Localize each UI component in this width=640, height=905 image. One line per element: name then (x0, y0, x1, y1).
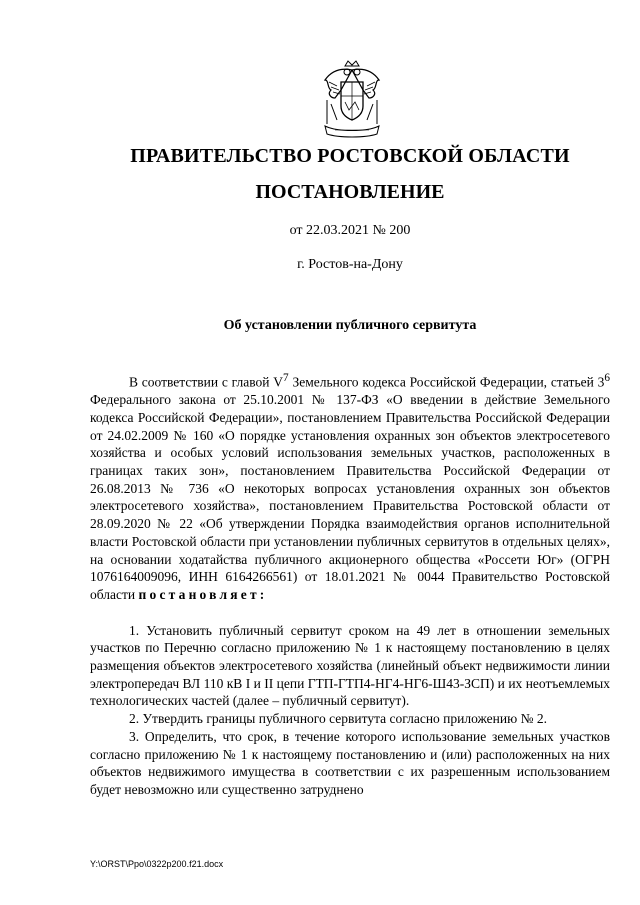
document-subject: Об установлении публичного сервитута (223, 318, 477, 333)
preamble-superscript-1: 7 (283, 372, 289, 384)
preamble-text-3: Федерального закона от 25.10.2001 № 137-ФЗ «О введении в действие Земельного кодекса Российской Федерации», постановлением Правительства Российской Федерации от 24.02.2009 № 160 «О порядке установления охранных зон объектов электросетевого хозяйства и особых условий использования земельных участков, расположенных в границах таких зон», постановлением Правительства Российской Федерации от 26.08.2013 № 736 «О некоторых вопросах установления охранных зон объектов электросетевого хозяйства», постановлением Правительства Ростовской области от 28.09.2020 № 22 «Об утверждении Порядка взаимодействия органов исполнительной власти Ростовской области при установлении публичных сервитутов в отдельных целях», на основании ходатайства публичного акционерного общества «Россети Юг» (ОГРН 1076164009096, ИНН 6164266561) от 18.01.2021 № 0044 Правительство Ростовской области (90, 392, 610, 602)
file-path-footer: Y:\ORST\Ppo\0322p200.f21.docx (90, 859, 224, 869)
document-city: г. Ростов-на-Дону (297, 257, 403, 272)
organization-title: ПРАВИТЕЛЬСТВО РОСТОВСКОЙ ОБЛАСТИ (130, 145, 570, 167)
item-paragraph: 1. Установить публичный сервитут сроком на 49 лет в отношении земельных участков по Перечню согласно приложению № 1 к настоящему постановлению в целях размещения объектов электросетевого хозяйства (линейный объект недвижимости линии электропередач ВЛ 110 кВ I и II цепи ГТП-ГТП4-НГ4-НГ6-Ш43-ЗСП) и их неотъемлемых технологических частей (далее – публичный сервитут). (90, 622, 610, 709)
document-type: ПОСТАНОВЛЕНИЕ (255, 181, 445, 203)
document-body (90, 370, 610, 799)
item-paragraph: 3. Определить, что срок, в течение которого использование земельных участков согласно приложению № 1 к настоящему постановлению и (или) расположенных на них объектов недвижимого имущества в соответствии с их разрешенным использованием будет невозможно или существенно затруднено (90, 728, 610, 797)
preamble-text-2: Земельного кодекса Российской Федерации, статьей 3 (288, 374, 605, 390)
coat-of-arms-icon (317, 60, 387, 140)
document-date-number: от 22.03.2021 № 200 (289, 223, 411, 238)
preamble-text-1: В соответствии с главой V (129, 374, 284, 390)
decree-word: постановляет: (138, 586, 268, 602)
item-paragraph: 2. Утвердить границы публичного сервитута согласно приложению № 2. (129, 711, 547, 727)
preamble-superscript-2: 6 (604, 372, 610, 384)
preamble-paragraph (90, 370, 610, 604)
